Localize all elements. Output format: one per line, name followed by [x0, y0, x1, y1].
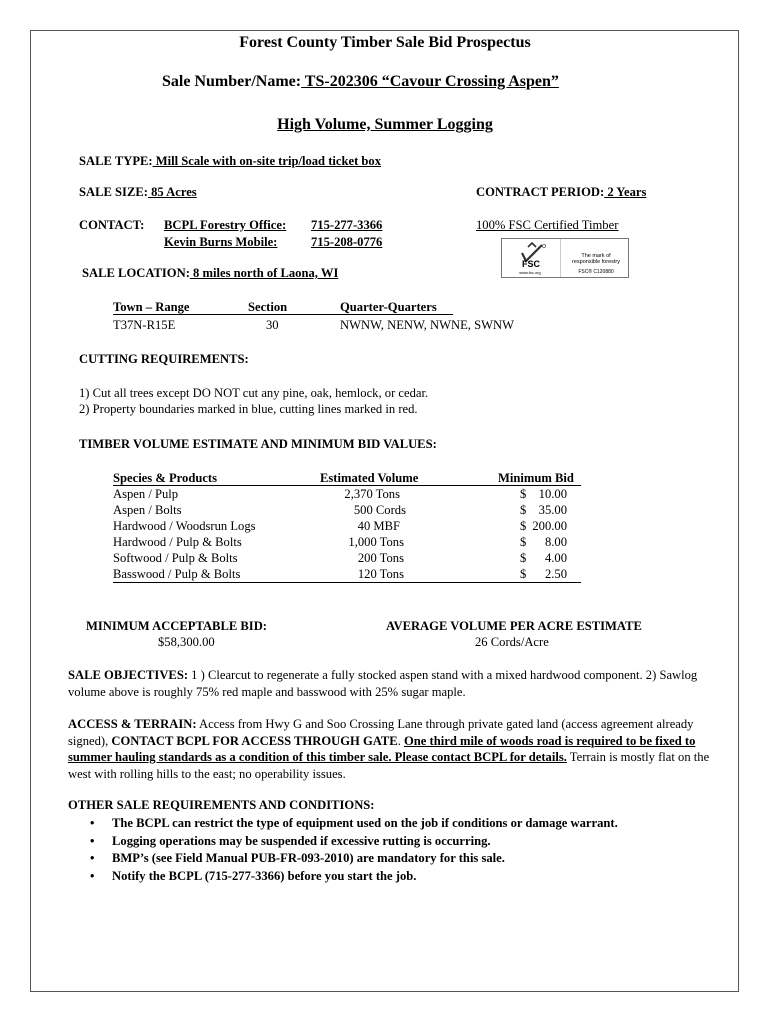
location-header-quarters: Quarter-Quarters — [340, 300, 437, 314]
volume-species: Softwood / Pulp & Bolts — [113, 551, 238, 565]
fsc-mark-line1: The mark of — [581, 253, 611, 259]
access-road-requirement: One third mile of woods road is required to be fixed to summer hauling standards as a condition of this timber sale. Please contact BCPL for details. — [68, 733, 696, 764]
list-item — [90, 850, 618, 868]
other-requirements-heading: OTHER SALE REQUIREMENTS AND CONDITIONS: — [68, 798, 375, 812]
list-item-text: The BCPL can restrict the type of equipment used on the job if conditions or damage warrant. — [112, 816, 618, 830]
contact-office-name: BCPL Forestry Office: — [164, 218, 287, 232]
volume-header-bid: Minimum Bid — [498, 471, 574, 485]
cutting-item-1: 1) Cut all trees except DO NOT cut any pine, oak, hemlock, or cedar. — [79, 386, 429, 400]
list-item — [90, 815, 618, 833]
access-contact-bcpl: CONTACT BCPL FOR ACCESS THROUGH GATE — [111, 733, 398, 748]
volume-species: Aspen / Pulp — [113, 487, 179, 501]
volume-bid: 4.00 — [544, 551, 567, 565]
volume-estimate: 500 Cords — [353, 503, 406, 517]
volume-estimate: 200 Tons — [357, 551, 404, 565]
min-bid-value: $58,300.00 — [158, 635, 215, 649]
volume-bid: 200.00 — [532, 519, 567, 533]
contract-period-label: CONTRACT PERIOD: — [476, 185, 605, 199]
bullet-icon: • — [90, 833, 95, 848]
avg-volume-value: 26 Cords/Acre — [475, 635, 549, 649]
sale-size — [79, 185, 197, 200]
list-item-text: Logging operations may be suspended if excessive rutting is occurring. — [112, 833, 491, 848]
cutting-item-2: 2) Property boundaries marked in blue, cutting lines marked in red. — [79, 402, 418, 416]
fsc-url: www.fsc.org — [519, 270, 541, 275]
fsc-brand: FSC — [522, 259, 540, 269]
list-item — [90, 833, 618, 851]
location-header-town: Town – Range — [113, 300, 190, 314]
cutting-heading: CUTTING REQUIREMENTS: — [79, 352, 249, 366]
fsc-certified-text: 100% FSC Certified Timber — [476, 218, 619, 232]
contact-mobile-phone: 715-208-0776 — [311, 235, 383, 249]
volume-heading: TIMBER VOLUME ESTIMATE AND MINIMUM BID VALUES: — [79, 437, 437, 451]
sale-type-label: SALE TYPE: — [79, 154, 153, 168]
volume-bid: 10.00 — [538, 487, 567, 501]
access-text-2: . — [397, 733, 404, 748]
sale-location — [82, 266, 338, 281]
volume-bid-symbol: $ — [520, 535, 527, 549]
volume-header-volume: Estimated Volume — [320, 471, 419, 485]
fsc-code: FSC® C120880 — [578, 269, 614, 275]
volume-bid-symbol: $ — [520, 503, 527, 517]
fsc-mark-text — [566, 253, 626, 265]
access-label: ACCESS & TERRAIN: — [68, 717, 197, 731]
fsc-mark-line2: responsible forestry — [572, 259, 620, 265]
volume-bid: 2.50 — [544, 567, 567, 581]
logging-type: High Volume, Summer Logging — [277, 116, 493, 133]
sale-size-value: 85 Acres — [147, 185, 197, 199]
sale-location-label: SALE LOCATION: — [82, 266, 190, 280]
list-item-text: BMP’s (see Field Manual PUB-FR-093-2010) are mandatory for this sale. — [112, 851, 505, 865]
volume-header-species: Species & Products — [113, 471, 218, 485]
location-header-section: Section — [248, 300, 288, 314]
volume-bid: 8.00 — [544, 535, 567, 549]
list-item — [90, 868, 618, 886]
objectives-label: SALE OBJECTIVES: — [68, 668, 189, 682]
bullet-icon: • — [90, 851, 95, 865]
other-requirements-list — [90, 815, 618, 885]
volume-species: Hardwood / Pulp & Bolts — [113, 535, 242, 549]
location-cell-town: T37N-R15E — [113, 318, 176, 332]
sale-type — [79, 154, 381, 169]
location-cell-quarters: NWNW, NENW, NWNE, SWNW — [340, 318, 514, 332]
volume-estimate: 120 Tons — [357, 567, 404, 581]
contact-mobile-name: Kevin Burns Mobile: — [164, 235, 278, 249]
contact-label: CONTACT: — [79, 218, 145, 232]
volume-bid-symbol: $ — [520, 551, 527, 565]
access-text-1: Access from Hwy G and Soo Crossing Lane through private gated land (access agreement already signed), — [68, 717, 694, 748]
volume-bid-symbol: $ — [520, 567, 527, 581]
sale-number — [162, 73, 559, 91]
avg-volume-label: AVERAGE VOLUME PER ACRE ESTIMATE — [386, 619, 642, 633]
contract-period — [476, 185, 646, 200]
volume-bid-symbol: $ — [520, 487, 527, 501]
bullet-icon: • — [90, 868, 95, 883]
objectives-text: 1 ) Clearcut to regenerate a fully stocked aspen stand with a mixed hardwood component. 2) Sawlog volume above is roughly 75% red maple and basswood with 25% sugar maple. — [68, 668, 698, 699]
volume-estimate: 1,000 Tons — [348, 535, 404, 549]
fsc-logo — [501, 238, 629, 278]
sale-location-value: 8 miles north of Laona, WI — [189, 266, 339, 280]
access-text-3: Terrain is mostly flat on the west with rolling hills to the east; no operability issues. — [68, 750, 710, 781]
sale-size-label: SALE SIZE: — [79, 185, 148, 199]
list-item-text: Notify the BCPL (715-277-3366) before you start the job. — [112, 868, 417, 883]
sale-objectives — [68, 667, 732, 700]
contact-office-phone: 715-277-3366 — [311, 218, 383, 232]
location-cell-section: 30 — [266, 318, 279, 332]
sale-number-value: TS-202306 “Cavour Crossing Aspen” — [301, 73, 559, 90]
volume-species: Basswood / Pulp & Bolts — [113, 567, 241, 581]
volume-bid: 35.00 — [538, 503, 567, 517]
bullet-icon: • — [90, 816, 95, 830]
min-bid-label: MINIMUM ACCEPTABLE BID: — [86, 619, 267, 633]
volume-bid-symbol: $ — [520, 519, 527, 533]
sale-number-label: Sale Number/Name: — [162, 73, 302, 90]
fsc-divider — [560, 239, 561, 277]
volume-estimate: 2,370 Tons — [344, 487, 400, 501]
contract-period-value: 2 Years — [604, 185, 647, 199]
volume-species: Aspen / Bolts — [113, 503, 182, 517]
volume-estimate: 40 MBF — [357, 519, 400, 533]
access-terrain — [68, 716, 732, 782]
volume-species: Hardwood / Woodsrun Logs — [113, 519, 256, 533]
document-title: Forest County Timber Sale Bid Prospectus — [239, 34, 531, 51]
sale-type-value: Mill Scale with on-site trip/load ticket box — [152, 154, 382, 168]
